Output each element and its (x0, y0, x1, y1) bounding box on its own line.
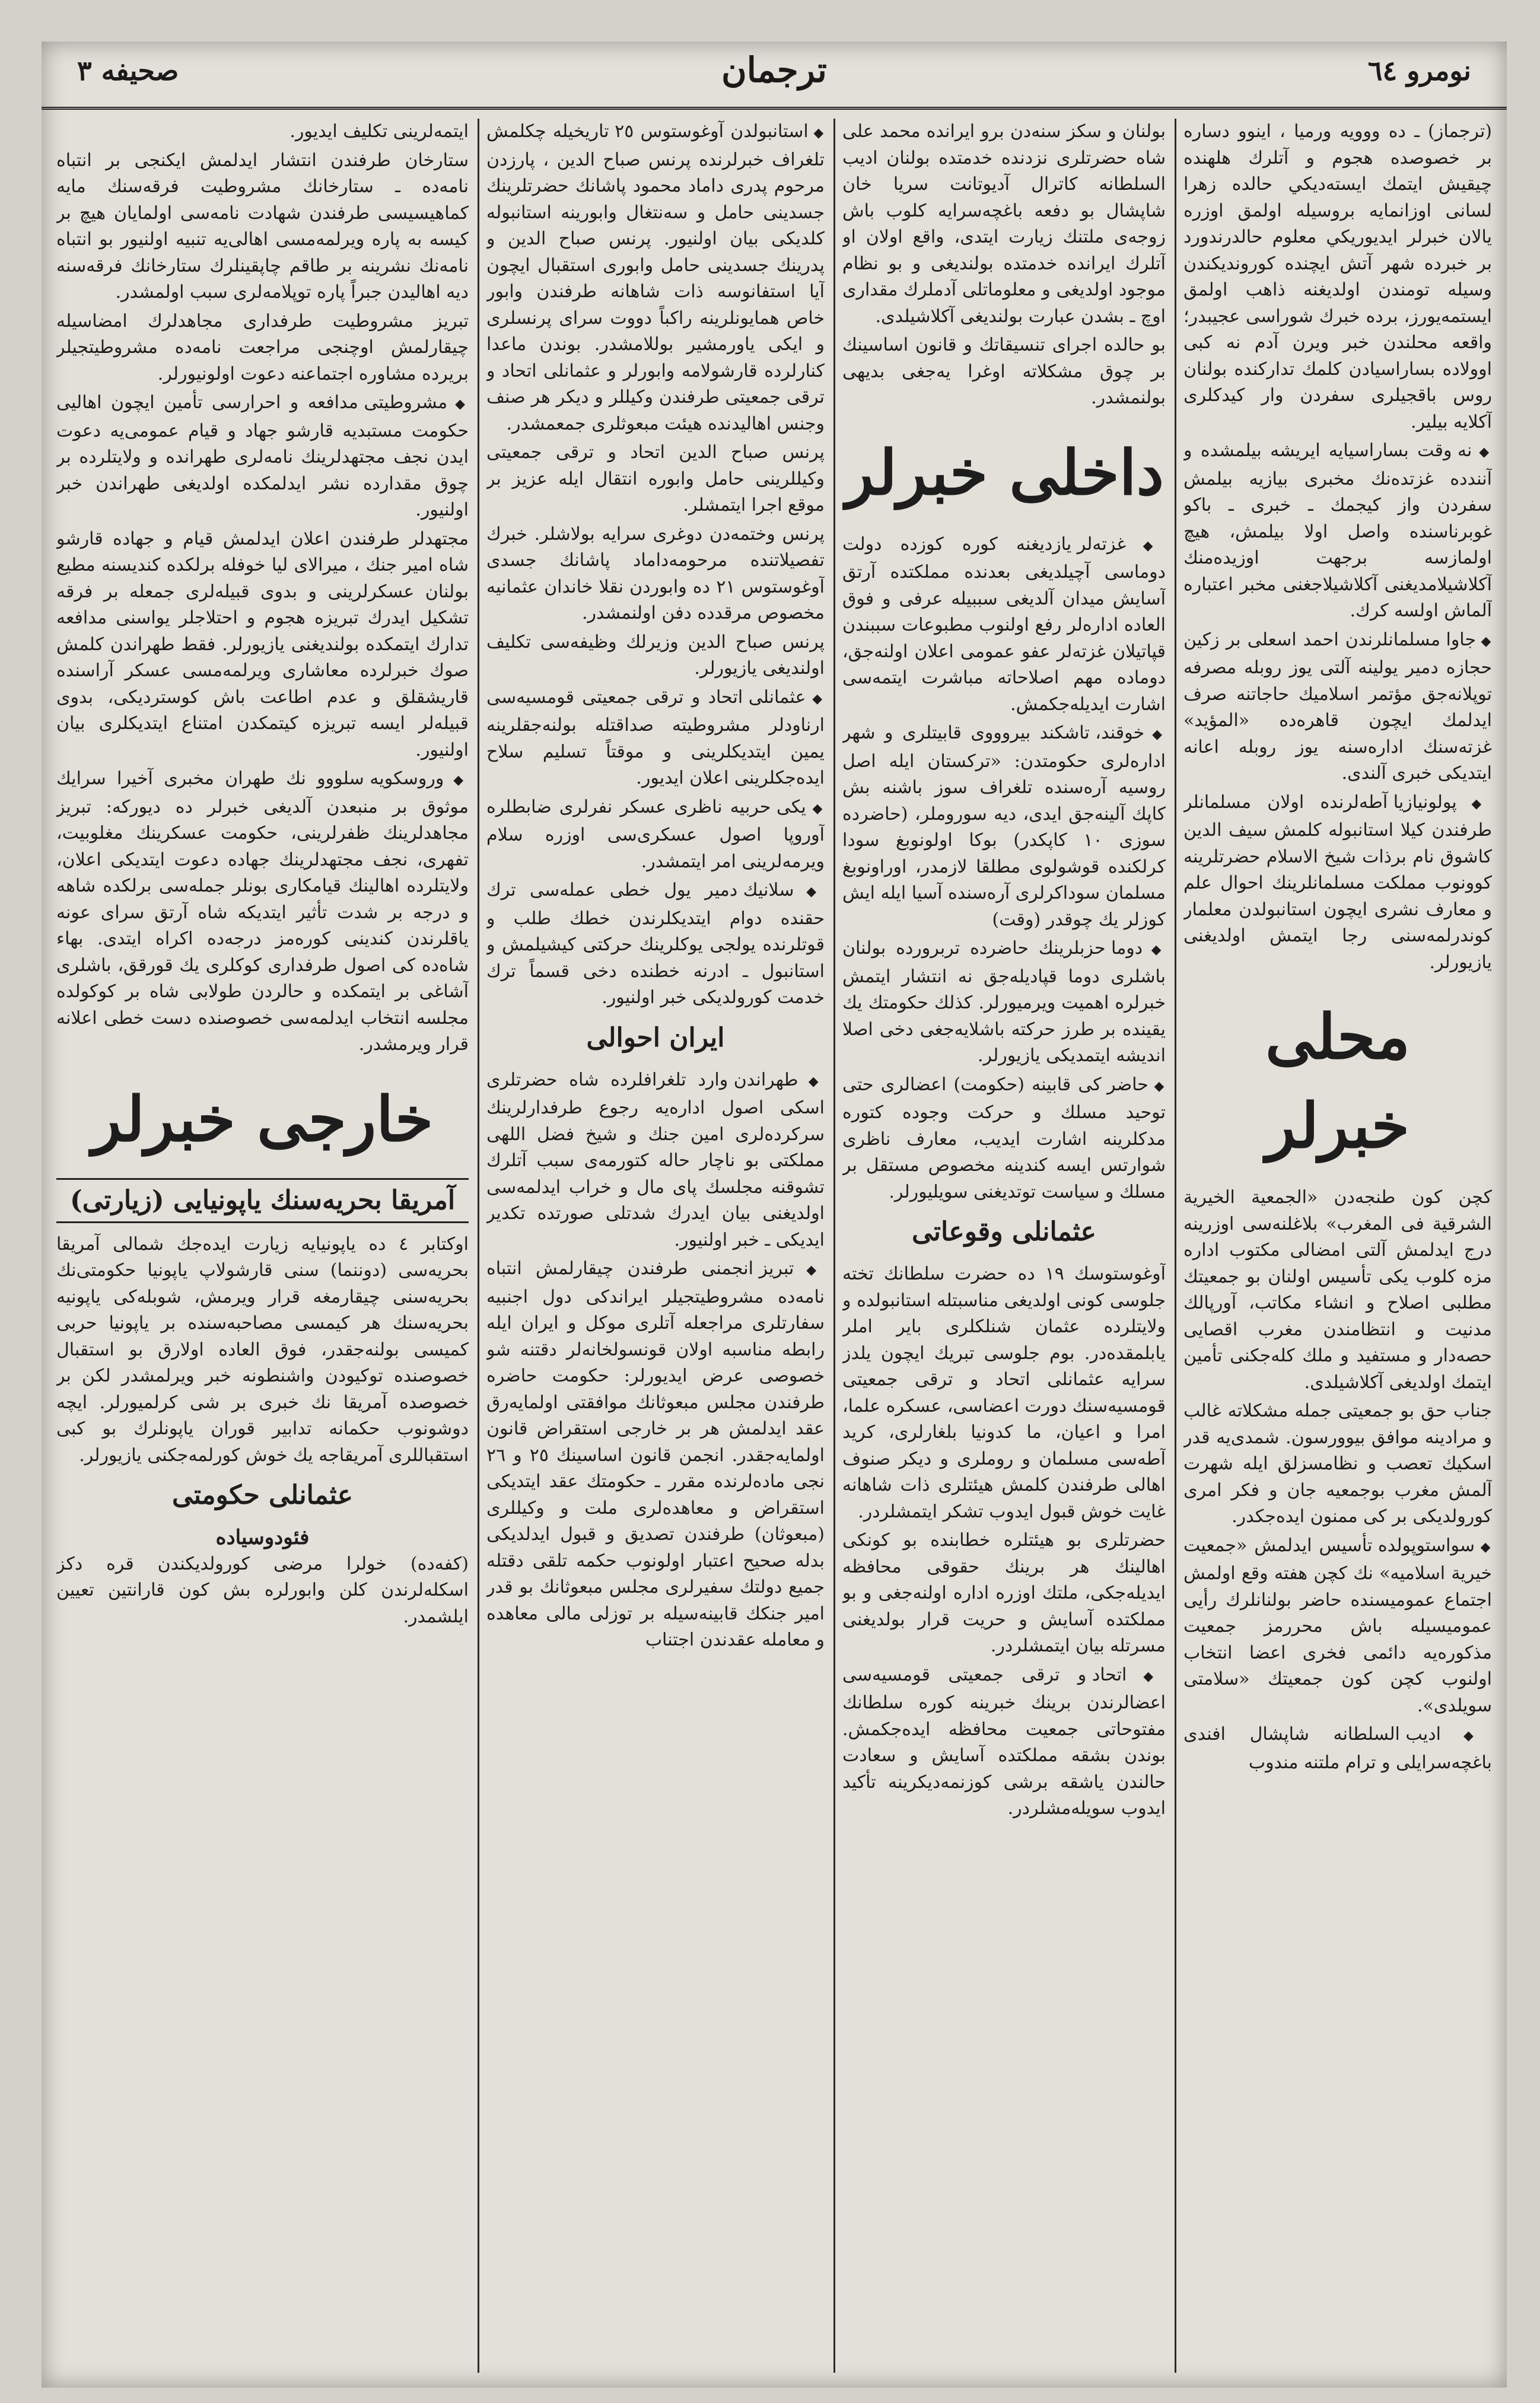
column-mid-left (486, 119, 825, 2373)
page-number: صحيفه ٣ (77, 55, 179, 87)
news-paragraph: ◆ عثمانلی اتحاد و ترقی جمعيتی قومسيه‌سی ارناودلر مشروطيته صداقتله بولنه‌جقلرينه يمين ايتديكلرينی و موقتاً تسليم سلاح ايدەجكلرينی اعلان ايديور. (486, 685, 825, 792)
masthead (42, 42, 1507, 110)
news-paragraph: ◆ مشروطيتی مدافعه و احرارسی تأمين ايچون اهاليی حكومت مستبديه قارشو جهاد و قيام عمومی‌يه دعوت ايدن نجف مجتهدلرينك نامه‌لری طهرانده و ولايتلرده بر چوق مقدارده نشر ايدلمكده اولديغی طهراندن خبر اولنيور. (56, 390, 469, 524)
news-paragraph: اوكتابر ٤ ده ياپونيايه زيارت ايده‌جك شمالی آمريقا بحريه‌سی (دوننما) سنی قارشولاپ ياپونيا حكومتی‌نك بحريه‌سنی چيقارمغه قرار ويرمش، شوبلەكی ياپونيه بحريه‌سنك هر كيمسی مصاحبه‌سنده بر ياپونيا حربی كميسی بولنه‌جقدر، فوق العاده اولارق بو استقبال خصوصنده توكيودن واشنطونه خبر ويرلمشدر لكن بر خصوصده آمريقا نك خبری بر شی كرلميورلر. ايچه دوشونوب حكمانه تدابير قوران ياپونلرك بو كبی استقباللری آمريقاجه يك خوش كورلمه‌جكنی يازيورلر. (56, 1233, 469, 1466)
news-paragraph: ◆ نه وقت بساراسيايه ايريشه بيلمشده و آنندده غزتده‌نك مخبرى بيازيه بيلمش سفردن واز كيجمك ـ خبری ـ باكو غوبرناسنده واصل اولا بيلمش، هيچ اولمازسه برجهت اوزيده‌منك آكلاشيلامديغنی آكلاشيلاجغنی مخبر اعتباره آلماش اولسه كرك. (1183, 438, 1492, 625)
column-divider (478, 119, 479, 2373)
subheading-ottoman-government: عثمانلی حكومتی (172, 1480, 353, 1510)
subheading-iran-affairs: ايران احوالی (586, 1022, 725, 1053)
news-paragraph: ◆ وروسكويه سلووو نك طهران مخبری آخيرا سرايك موثوق بر منبعدن آلديغی خبرلر ده ديوركه: تبريز مجاهدلرينك ظفرلرينی، حكومت عسكرينك مغلوبيت، تفهری، نجف مجتهدلرينك جهاده دعوت ايتديكی اعلان، ولايتلرده اهالينك قيامكاری بونلر جمله‌سی برلكده شاهه و درجه بر شدت تأثير ايتديكه شاه آرتق سرای عونه ياقلرندن كندينی كوره‌مز درجه‌ده اكراه ايتدی. بهاء شاه‌ده كی اصول طرفداری كوكلری يك قورقق، باشلری آشاغی بر ايتمكده و حالردن طولابی شاه بر كوكولده مجلسه انتخاب ايدلمه‌سی خصوصنده دست خطی اعلانه قرار ويرمشدر. (56, 766, 469, 1058)
news-paragraph: ◆ جاوا مسلمانلرندن احمد اسعلی بر زكين حجازه دمير يولینه آلتی يوز روبله مصرفه توپلانه‌جق مؤتمر اسلاميك حاجاتنه صرف ايدلمك ايچون قاهره‌ده «المؤيد» غزته‌سنك ادارەسنه يوز روبله اعانه ايتديكی خبرى آلندی. (1183, 627, 1492, 787)
news-paragraph: پرنس صباح الدين وزيرلك وظيفه‌سی تكليف اولنديغی يازيورلر. (486, 631, 825, 679)
news-paragraph: تبريز مشروطيت طرفداری مجاهدلرك امضاسيله چيقارلمش اوچنجی مراجعت نامه‌ده مشروطيتجيلر بريرده مشاوره اجتماعنه دعوت اولونيورلر. (56, 310, 469, 384)
issue-number: نومرو ٦٤ (1367, 55, 1471, 87)
dateline: فئودوسياده (215, 1526, 310, 1549)
column-divider (833, 119, 835, 2373)
news-paragraph: ◆ غزته‌لر يازديغنه كوره كوزده دولت دوماسی آچيلديغی بعدنده مملكتده آرتق آسايش ميدان آلديغی سببيله عرفی و فوق العاده ادارەلر رفع اولنوب مطبوعات سببندن قپاتيلان غزته‌لر عفو عمومی اعلان اولنه‌جق، دوماده مهم اصلاحاته مباشرت ايتمه‌سی اشارت ايديلەجكمش. (842, 531, 1166, 718)
news-paragraph: ◆ ادیب السلطانه شاپشال افندی باغچه‌سرايلی و ترام ملتنه مندوب (1183, 1721, 1492, 1776)
news-paragraph: ◆ اتحاد و ترقی جمعيتی قومسيه‌سی اعضالرندن برينك خبرينه كوره سلطانك مفتوحاتی جمعيت محافظه ايده‌جكمش. بوندن بشقه مملكتده آسايش و سعادت حالندن ياشقه برشی كوزنمه‌ديكرينه تأكيد ايدوب سويلەمشلردر. (842, 1662, 1166, 1822)
column-divider (1175, 119, 1176, 2373)
section-heading-domestic-news: داخلی خبرلر (844, 435, 1164, 509)
news-paragraph: ستارخان طرفندن انتشار ايدلمش ايكنجی بر انتباه نامه‌ده ـ ستارخانك مشروطيت فرقه‌سنك مايه كماهيسيسی طرفندن شهادت نامه‌سی اولمايان هيچ بر كيسه به پاره ويرلمه‌مسی اهالی‌يه تنبيه اولنيور بو انتباه نامه‌نك نشرينه بر طاقم چاپقينلرك ستارخانك فرقه‌سنه ديه اهاليدن جبراً پاره توپلامه‌لری سبب اولمشدر. (56, 149, 469, 303)
news-paragraph: ◆ دوما حزبلرينك حاضرده تربرورده بولنان باشلری دوما قپاديله‌جق نه انتشار ايتمش خبرلره اهميت ويرميورلر. كذلك حكومتك يك يقينده بر طرز حركته باشلايەجغی دخى اصلا انديشه ايتمديكی يازيورلر. (842, 935, 1166, 1070)
news-paragraph: ◆ خوقند، تاشكند بيروووی قابيتلری و شهر اداره‌لری حكومتدن: «تركستان ايله اصل روسيه آره‌سنده تلغراف سوز باشنه بش كاپك آلينه‌جق ايدی، ديه سوروملر، (حاضرده سوزی ١٠ كاپكدر) بوكا اولونوبغ سودا كرلكنده قوشولوی مطلقا لازمدر، اوراونوبغ مسلمان سوداكرلری آره‌سنده آسيا ايله ايش كوزلر يك چوقدر (وقت) (842, 720, 1166, 933)
news-paragraph: (كفه‌ده) خولرا مرضی كورولديكندن قره دكز اسكله‌لرندن كلن وابورلره بش كون قارانتين تعيين ايلشمدر. (56, 1553, 469, 1627)
news-paragraph: پرنس وختمه‌دن دوغری سرايه بولاشلر. خبرك تفصيلاتنده مرحومه‌داماد پاشانك جسدی آوغوستوس ٢١ ده وابوردن نقلا خاندان عثمانيه مخصوص مرقدده دفن اولنمشدر. (486, 523, 825, 623)
news-paragraph: جناب حق بو جمعيتی جمله مشكلاته غالب و مرادينه موافق بيوورسون. شمدی‌يه قدر اسكيك تعصب و نظامسزلق ايله شهرت آلمش مغرب بوجمعيه جان و فكر امری كورولديكی بر كى ممنون ايده‌جكدر. (1183, 1401, 1492, 1527)
subheading-ottoman-events: عثمانلی وقوعاتی (912, 1217, 1096, 1247)
column-left (56, 119, 469, 2373)
news-paragraph: ◆ يكی حربيه ناظری عسكر نفرلری ضابطلره آوروپا اصول عسكری‌سی اوزره سلام ويرمه‌لرينی امر ايتمشدر. (486, 794, 825, 876)
news-paragraph: ◆ طهراندن وارد تلغرافلرده شاه حضرتلری اسكی اصول اداره‌يه رجوع طرفدارلرينك سركرده‌لری امين جنك و شيخ فضل اللهی مملكتی بو ناچار حاله كتورمه‌ی سبب آتلرك تشوقنه مجلسك پای مال و خراب ايدلمه‌سی اولديغنی بيان ايدرك شدتلی صورتده تكدير ايديكی ـ خبر اولنيور. (486, 1067, 825, 1254)
column-right (1183, 119, 1492, 2373)
newspaper-page (42, 42, 1507, 2388)
news-paragraph: ◆ حاضر كی قابينه (حكومت) اعضالری حتى توحيد مسلك و حركت وجوده كتوره مدكلرينه اشارت ايديب، معارف ناظری شوارتس ايسه كندينه مخصوص مستقل بر مسلك و سياست توتديغنی سويليورلر. (842, 1072, 1166, 1206)
column-mid-right (842, 119, 1166, 2373)
news-paragraph: كچن كون طنجه‌دن «الجمعية الخيرية الشرقية فی المغرب» بلاغلنه‌سى اوزرينه درج ايدلمش آلتی امضالی مكتوب اداره مزه كلوب يكی تأسيس اولنان بو جمعيتك مطلبی اصلاح و انشاء مكاتب، آورپالك مدنيت و انتظامندن مغرب اقصايی حصه‌دار و مستفيد و ملك كلەجكنی تأمين ايتمك اولديغی آكلاشيلدی. (1183, 1187, 1492, 1393)
news-paragraph: بو حالده اجرای تنسيقاتك و قانون اساسينك بر چوق مشكلاته اوغرا يه‌جغی بديهی بولنمشدر. (842, 335, 1166, 408)
news-paragraph: ايتمه‌لرينی تكليف ايديور. (289, 121, 469, 142)
newspaper-title: ترجمان (721, 50, 827, 90)
news-paragraph: ◆ سواستوپولده تأسيس ايدلمش «جمعيت خيرية اسلاميه» نك كچن هفته وقع اولمش اجتماع عموميسنده حاضر بولنانلرك رأيی عموميسيله باش محررمز جمعيت مذكوره‌يه دائمى فخرى اعضا انتخاب اولنوب كچن كون جمعيتك «سلامتی سويلدی». (1183, 1533, 1492, 1720)
news-paragraph: بولنان و سكز سنه‌دن برو ايرانده محمد علی شاه حضرتلری نزدنده خدمتده بولنان اديب السلطانه كاترال آديوتانت سريا خان شاپشال بو دفعه باغچه‌سرايه كلوب باش زوجه‌ی ملتنك زيارت ايتدی، واقع اولان او آتلرك ايرانده خدمتده بولنديغی و بو نظام موجود اولديغی و معلوماتلی آدملرك مقداری اوچ ـ بشدن عبارت بولنديغی آكلاشيلدی. (842, 121, 1166, 327)
section-heading-local-news: محلی خبرلر (1265, 1000, 1410, 1162)
news-paragraph: آوغوستوسك ١٩ ده حضرت سلطانك تخته جلوسی كونی اولديغی مناسبتله استانبولده و ولايتلرده عثمان شنلكلری باير املر يابلمقده‌در. بوم جلوسی تبريك ايچون يلدز سرايه عثمانلی اتحاد و ترقی جمعيتی قومسيه‌سنك دورت اعضاسی، عسكره علما، امرا و اعيان، ما كدونيا بلغارلری، كريد آطه‌سی مسلمان و روملری و ديكر صنوف اهالی طرفندن كلمش هيئتلری ذات شاهانه غايت خوش قبول ايدوب تشكر ايتمشلردر. (842, 1263, 1166, 1522)
news-paragraph: پرنس صباح الدين اتحاد و ترقی جمعيتی وكيللرينی حامل وابوره انتقال ايله عزيز بر موقع اجرا ايتمشلر. (486, 442, 825, 515)
news-paragraph: حضرتلری بو هيئتلره خطابنده بو كونكی اهالينك هر برينك حقوقی محافظه ايديله‌جكی، ملتك اوزره ادارە اولنه‌جغی و بو مملكتده آسايش و حريت قرار بولديغنی مسرتله بيان ايتمشلردر. (842, 1530, 1166, 1656)
news-paragraph: (ترجماز) ـ ده ووويه ورميا ، اينوو دساره بر خصوصده هجوم و آتلرك هلهنده چيقيش ايتمك ايسته‌ديكي حالده زهرا لسانی اوزانمايه بروسيله اولمق اوزره يالان خبرلر ايديوريكي معلوم حالدرندورد بر خبرده شهر آتش ايچنده كورونديكندن وسيله تومندن اولديغنه ذاهب اولمق ايستمه‌يورز، برده خبرك شوراسی عجيبدر؛ واقعه محلندن خبر ويرن آدم نه كبی اوولاده بساراسيادن كلمك تداركنده بولنان روس باقجيلری سفردن وار كيدکلری آكلايه بيلير. (1183, 121, 1492, 432)
subheading-america-fleet: آمريقا بحريه‌سنك ياپونيايی (زيارتی) (56, 1178, 469, 1223)
news-paragraph: مجتهدلر طرفندن اعلان ايدلمش قيام و جهاده قارشو شاه امير جنك ، ميرالای ليا خوفله برلكده كنديسنه مطيع بولنان عسكرلرينی و بدوی قبيله‌لری جمعله بر فرقه تشكيل ايدرك تبريزه هجوم و احتلاجلر يواسنی مدافعه تدارك ايتمكده بولنديغنی يازيورلر. فقط طهراندن كلمش صوك خبرلرده معاشاری ويرلمه‌مسی عسكر آراسنده قاريشقلق و عدم اطاعت باش كوسترديكی، بدوی قبيله‌لر ايسه تبريزه كيتمكدن امتناع ايتديكلری بيان اولنيور. (56, 528, 469, 760)
news-paragraph: ◆ استانبولدن آوغوستوس ٢٥ تاريخیله چكلمش تلغراف خبرلرنده پرنس صباح الدين ، پارزدن مرحوم پدری داماد محمود پاشانك حضرتلرينك جسدینی حامل و سه‌نتغال وابورينه استانبوله كلديكی بيان اولنيور. پرنس صباح الدين و پدرينك جسدينی حامل وابوری استقبال ايچون آيا استفانوسه ذات شاهانه طرفندن وابور خاص همايونلرينه راكباً دووت سرای پرنسلری و ايكی ياورمشير بوللامشدر. بوندن ماعدا كنارلرده قارشولامه وابورلر و عثمانلی اتحاد و ترقی جمعيتی طرفندن وكيللر و ديكر هر صنف وجنس اهاليدنده هيئت مبعوثلری جمعمشدر. (486, 119, 825, 437)
section-heading-foreign-news: خارجی خبرلر (91, 1082, 434, 1156)
news-paragraph: ◆ تبريز انجمنی طرفندن چيقارلمش انتباه نامه‌ده مشروطيتجيلر ايراندكی دول اجنبيه سفارتلری مراجعله آتلری موكل و ايران ايله رابطه مناسبه اولان قونسولخانه‌لر دقتنه شو خصوصی عرض ايديورلر: حكومت حاضره طرفندن مجلس مبعوثانك موافقتی اولمايه‌رق عقد ايدلمش هر بر خارجی استقراض قانون اولمايه‌جقدر. انجمن قانون اساسينك ٢٥ و ٢٦ نجی ماده‌لرنده مقرر ـ حكومتك عقد ايتديكی استقراض و معاهده‌لری ملت و وكيللری (مبعوثان) طرفندن تصديق و قبول ايدلديكی بدله صحيح اعتبار اولونوب حكمه تلقی دقتله جميع دولتك سفيرلری مجلس مبعوثانك بو قدر امير جنكك قابينه‌سيله بر توزلی مالی معاهده و معامله عقدندن اجتناب (486, 1256, 825, 1654)
news-paragraph: ◆ پولونيازيا آطه‌لرنده اولان مسلمانلر طرفندن كيلا استانبوله كلمش سيف الدين كاشوق نام برذات شيخ الاسلام حضرتلرينه كوونوب مملكت مسلمانلرينك احوال علم و معارف نشری ايچون استانبولدن معلمار كوندرلمه‌سنی رجا ايتمش اولديغنی يازيورلر. (1183, 790, 1492, 976)
news-paragraph: ◆ سلانيك دمير يول خطی عمله‌سی ترك حقنده دوام ايتديكلرندن خطك طلب و قوتلرنده يولجی يوكلرينك حركتی كيشيلمش و استانبول ـ ادرنه خطنده دخی قسماً ترك خدمت كورولديكی خبر اولنيور. (486, 877, 825, 1011)
